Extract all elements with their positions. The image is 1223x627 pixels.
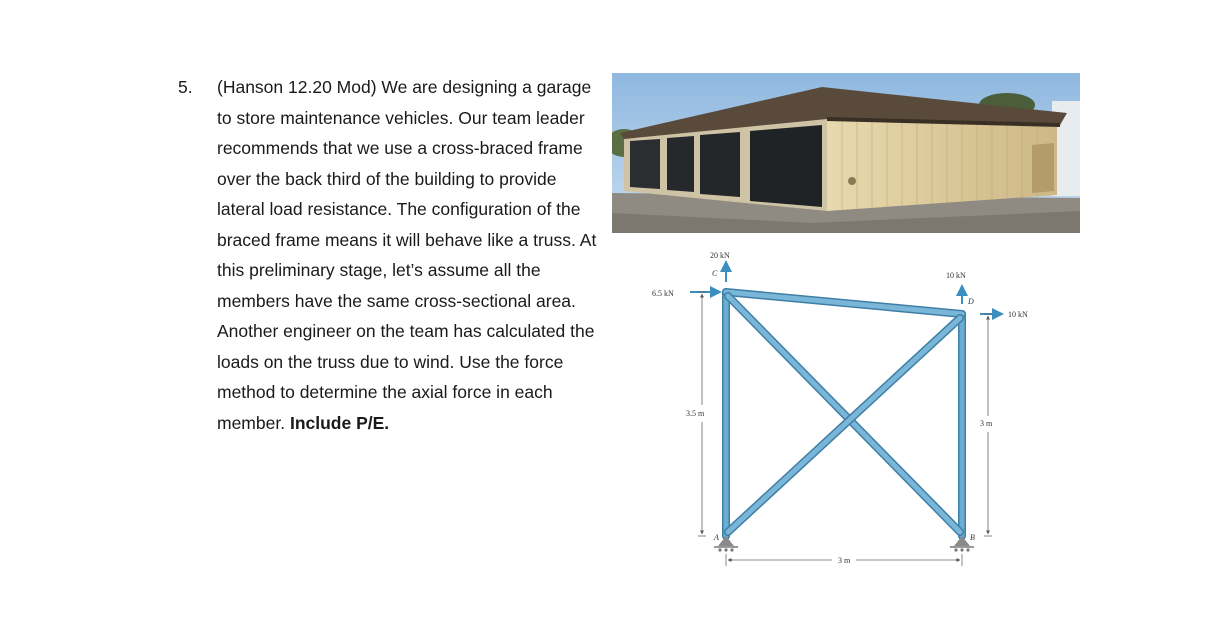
problem-number: 5. xyxy=(178,77,193,97)
node-label-d: D xyxy=(968,297,974,306)
load-label-d-horizontal: 10 kN xyxy=(1008,310,1028,319)
garage-door xyxy=(667,136,694,192)
truss-figure xyxy=(640,240,1080,620)
node-label-b: B xyxy=(970,533,975,542)
node-label-c: C xyxy=(712,269,718,278)
garage-photo xyxy=(612,73,1080,233)
load-label-d-vertical: 10 kN xyxy=(946,271,966,280)
garage-door xyxy=(700,132,740,197)
problem-text xyxy=(217,72,597,438)
dim-label-span: 3 m xyxy=(838,556,851,565)
load-label-c-horizontal: 6.5 kN xyxy=(652,289,674,298)
garage-door xyxy=(750,125,822,207)
load-label-c-vertical: 20 kN xyxy=(710,251,730,260)
garage-door xyxy=(630,139,660,189)
dim-label-left-height: 3.5 m xyxy=(686,409,705,418)
meter xyxy=(848,177,856,185)
node-label-a: A xyxy=(714,533,719,542)
problem-bold-tail: Include P/E. xyxy=(289,412,390,433)
problem-body: (Hanson 12.20 Mod) We are designing a garage to store maintenance vehicles. Our team leader recommends that we use a cross-braced frame over the back third of the building to provide lateral load resistance. The configuration of the braced frame means it will behave like a truss. At this preliminary stage, let’s assume all the members have the same cross-sectional area. Another engineer on the team has calculated the loads on the truss due to wind. Use the force method to determine the axial force in each member. xyxy=(217,77,597,433)
dim-label-right-height: 3 m xyxy=(980,419,993,428)
